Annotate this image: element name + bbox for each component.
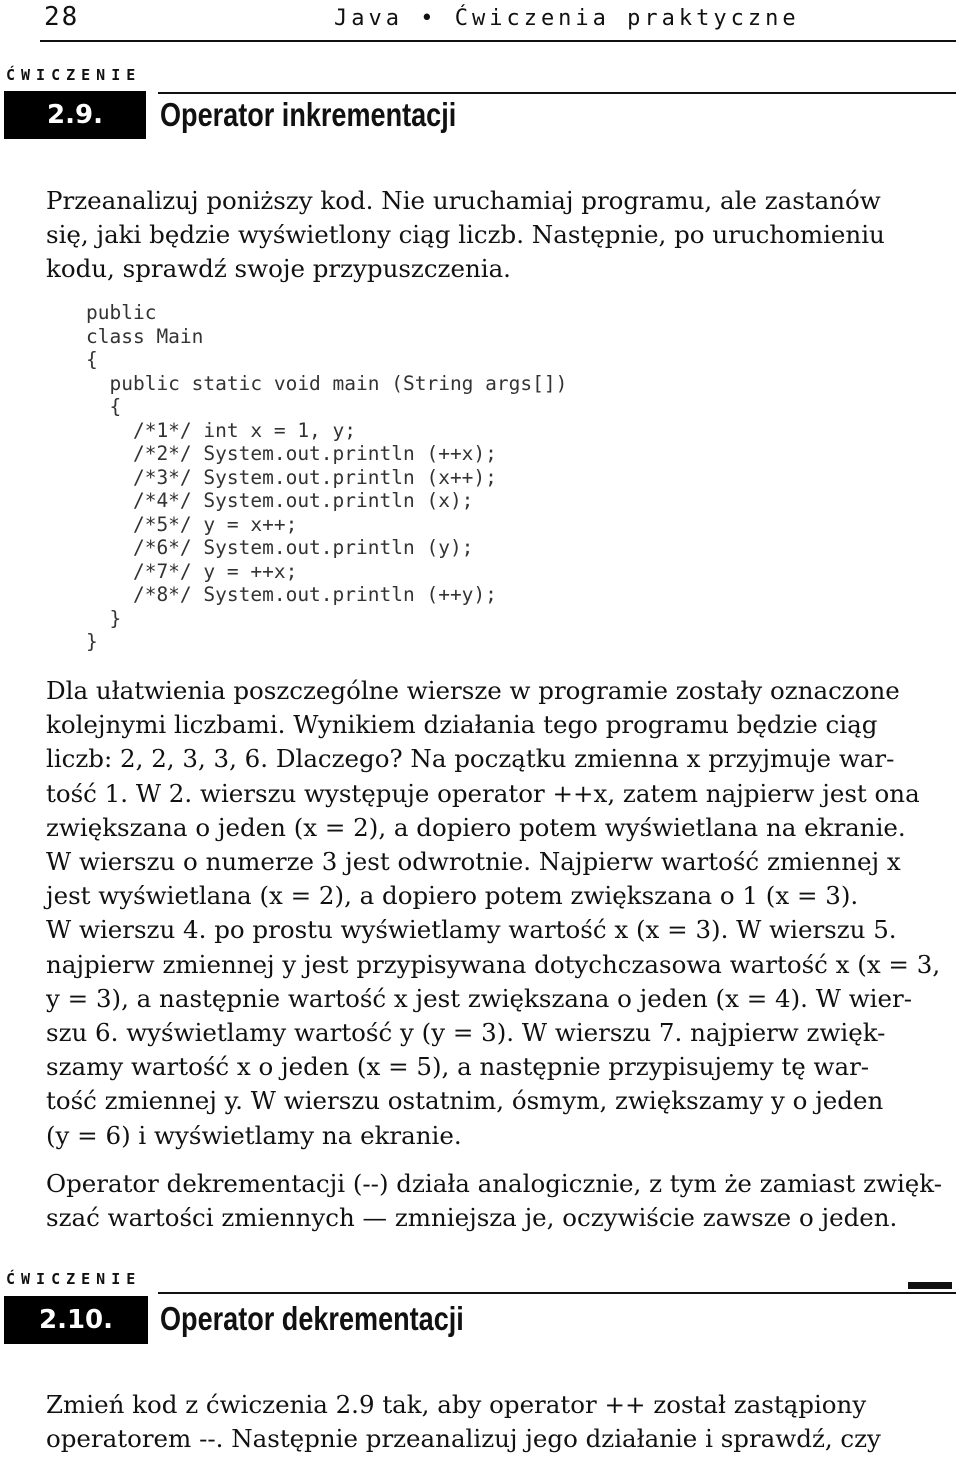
decrement-paragraph: Operator dekrementacji (--) działa analogicznie, z tym że zamiast zwięk- szać wartości zmiennych — zmniejsza je, oczywiście zawsze o jeden.	[46, 1169, 942, 1233]
code-listing: public class Main { public static void main (String args[]) { /*1*/ int x = 1, y; /*2*/ System.out.println (++x); /*3*/ System.out.println (x++); /*4*/ System.out.println (x); /*5*/ y = x++; /*6*/ System.out.println (y); /*7*/ y = ++x; /*8*/ System.out.println (++y); } }	[86, 301, 568, 653]
header-divider	[40, 40, 956, 42]
exercise-number: 2.10.	[4, 1296, 148, 1344]
exercise-label: ĆWICZENIE	[6, 66, 142, 84]
exercise-divider	[158, 1292, 956, 1294]
exercise-title: Operator dekrementacji	[160, 1300, 464, 1337]
task-paragraph: Zmień kod z ćwiczenia 2.9 tak, aby operator ++ został zastąpiony operatorem --. Następnie przeanalizuj jego działanie i sprawdź, czy	[46, 1390, 881, 1454]
exercise-number: 2.9.	[4, 91, 146, 139]
explanation-paragraph: Dla ułatwienia poszczególne wiersze w programie zostały oznaczone kolejnymi liczbami. Wynikiem działania tego programu będzie ciąg liczb: 2, 2, 3, 3, 6. Dlaczego? Na początku zmienna x przyjmuje war- tość 1. W 2. wierszu występuje operator ++x, zatem najpierw jest ona zwiększana o jeden (x = 2), a dopiero potem wyświetlana na ekranie. W wierszu o numerze 3 jest odwrotnie. Najpierw wartość zmiennej x jest wyświetlana (x = 2), a dopiero potem zwiększana o 1 (x = 3). W wierszu 4. po prostu wyświetlamy wartość x (x = 3). W wierszu 5. najpierw zmiennej y jest przypisywana dotychczasowa wartość x (x = 3, y = 3), a następnie wartość x jest zwiększana o jeden (x = 4). W wier- szu 6. wyświetlamy wartość y (y = 3). W wierszu 7. najpierw zwięk- szamy wartość x o jeden (x = 5), a następnie przypisujemy tę war- tość zmiennej y. W wierszu ostatnim, ósmym, zwiększamy y o jeden (y = 6) i wyświetlamy na ekranie.	[46, 676, 941, 1150]
exercise-label: ĆWICZENIE	[6, 1270, 142, 1288]
page-number: 28	[44, 2, 80, 32]
running-title: Java • Ćwiczenia praktyczne	[334, 6, 800, 31]
exercise-divider	[158, 92, 956, 94]
exercise-title: Operator inkrementacji	[160, 96, 457, 133]
intro-paragraph: Przeanalizuj poniższy kod. Nie uruchamiaj programu, ale zastanów się, jaki będzie wyświetlony ciąg liczb. Następnie, po uruchomieniu kodu, sprawdź swoje przypuszczenia.	[46, 186, 885, 284]
exercise-tab-marker	[908, 1282, 952, 1289]
